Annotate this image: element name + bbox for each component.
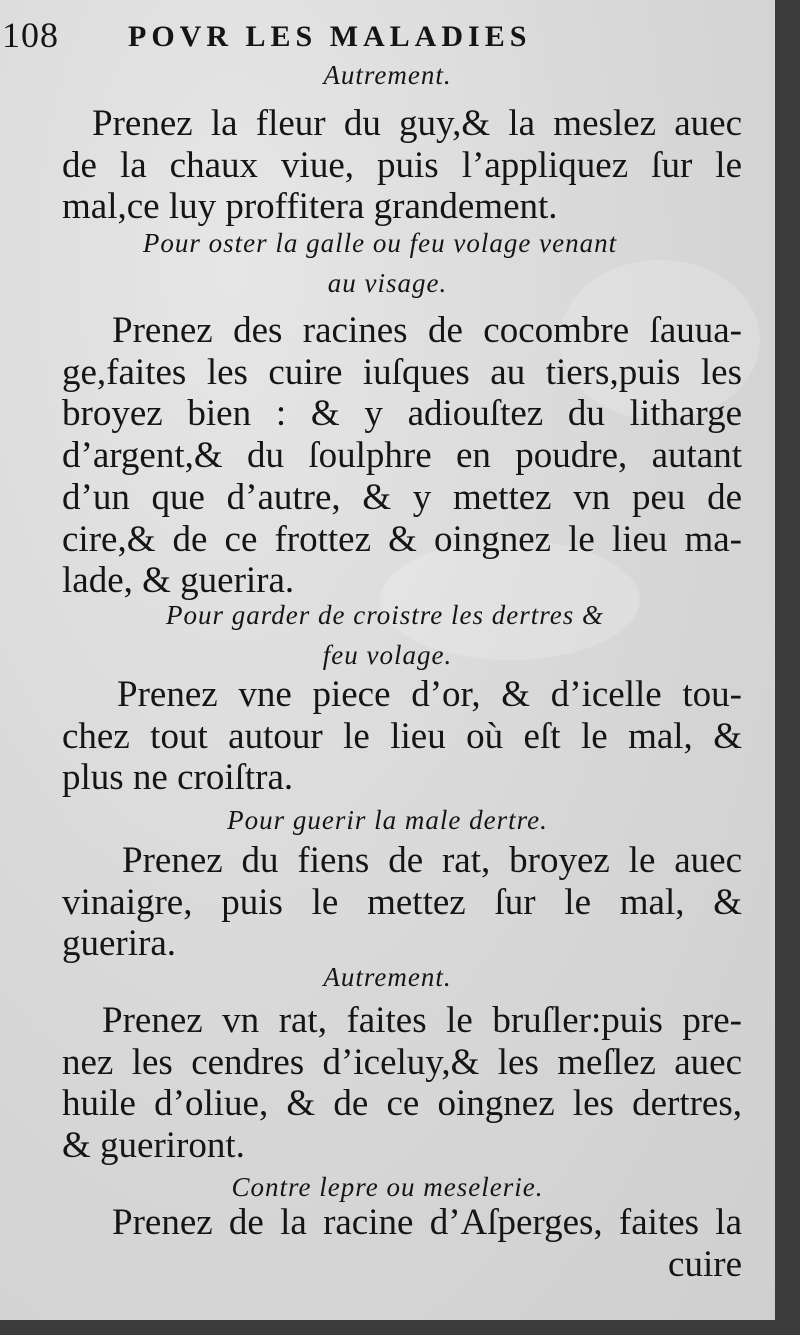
paragraph xyxy=(62,1202,742,1285)
running-title: POVR LES MALADIES xyxy=(128,20,532,53)
text-line: d’argent,& du ſoulphre en poudre, autant xyxy=(62,435,742,477)
text-line: chez tout autour le lieu où eſt le mal, & xyxy=(62,715,742,757)
text-line: Prenez de la racine d’Aſperges, faites la xyxy=(112,1202,742,1243)
text-line: plus ne croiſtra. xyxy=(62,757,294,799)
text-line: Prenez la fleur du guy,& la meslez auec xyxy=(92,103,742,144)
section-heading: Contre lepre ou meselerie. xyxy=(231,1172,544,1202)
page-header xyxy=(0,14,775,54)
text-line: huile d’oliue, & de ce oingnez les dertres, xyxy=(62,1083,742,1125)
text-line: & gueriront. xyxy=(62,1125,245,1167)
paragraph xyxy=(62,1000,742,1167)
section-heading: Pour garder de croistre les dertres & xyxy=(166,600,604,630)
text-line: cire,& de ce frottez & oingnez le lieu ma- xyxy=(62,518,742,560)
text-line: mal,ce luy proffitera grandement. xyxy=(62,186,558,228)
text-line: Prenez vn rat, faites le bruſler:puis pre- xyxy=(102,1000,742,1041)
text-line: nez les cendres d’iceluy,& les meſlez auec xyxy=(62,1041,742,1083)
text-line: de la chaux viue, puis l’appliquez ſur le xyxy=(62,144,742,186)
page-number: 108 xyxy=(2,15,59,55)
text-line: lade, & guerira. xyxy=(62,560,295,602)
text-line: guerira. xyxy=(62,923,177,965)
section-heading: Pour oster la galle ou feu volage venant xyxy=(142,228,618,258)
section-heading: Autrement. xyxy=(323,962,452,992)
section-heading: au visage. xyxy=(327,268,448,298)
text-line: ge,faites les cuire iuſques au tiers,puis les xyxy=(62,351,742,393)
section-heading: Pour guerir la male dertre. xyxy=(227,805,548,835)
text-line: d’un que d’autre, & y mettez vn peu de xyxy=(62,476,742,518)
paragraph xyxy=(62,310,742,602)
text-line: Prenez des racines de cocombre ſauua- xyxy=(112,310,742,351)
catchword: cuire xyxy=(668,1243,742,1285)
paragraph xyxy=(62,674,742,799)
text-line: vinaigre, puis le mettez ſur le mal, & xyxy=(62,881,742,923)
section-heading: Autrement. xyxy=(323,60,452,90)
section-heading: feu volage. xyxy=(322,640,453,670)
paragraph xyxy=(62,103,742,228)
text-line: Prenez du fiens de rat, broyez le auec xyxy=(122,840,742,881)
text-line: broyez bien : & y adiouſtez du litharge xyxy=(62,393,742,435)
text-line: Prenez vne piece d’or, & d’icelle tou- xyxy=(117,674,742,715)
paragraph xyxy=(62,840,742,965)
